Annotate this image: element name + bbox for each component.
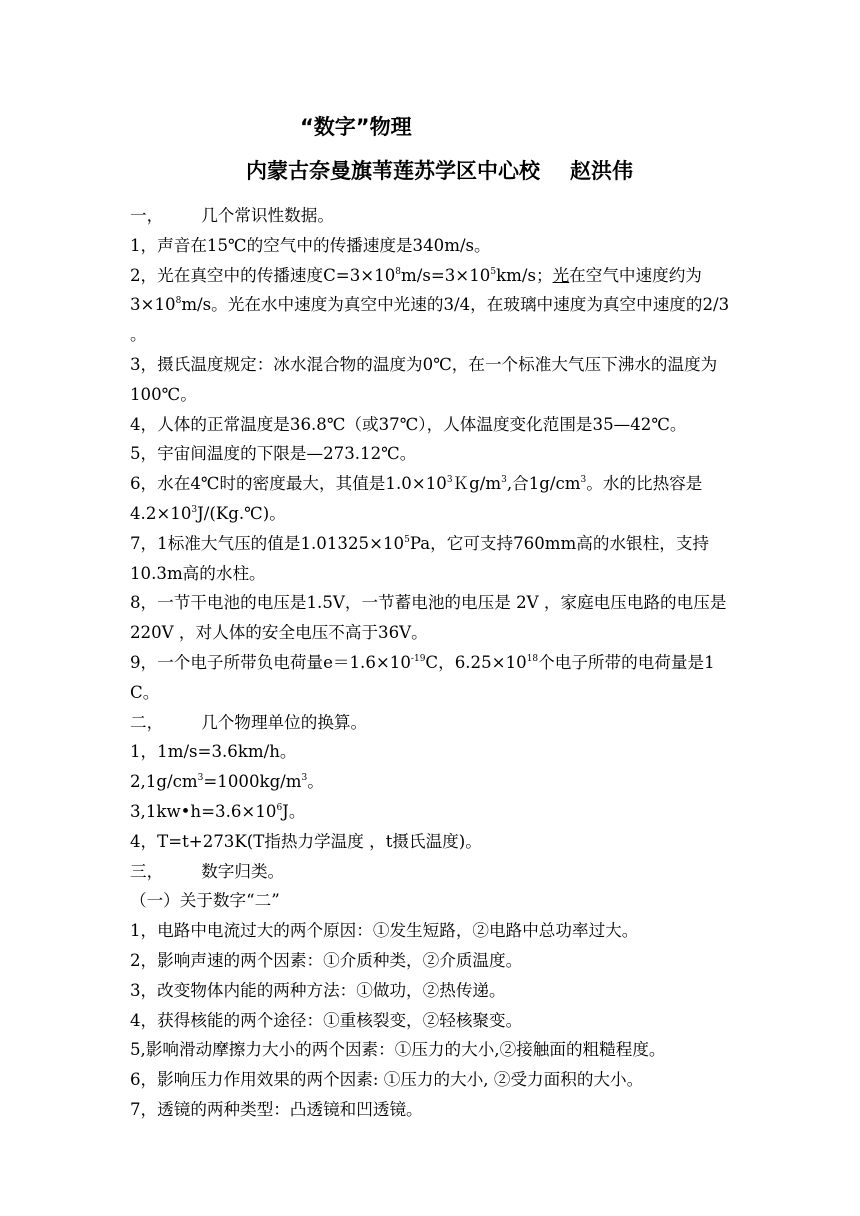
list-item: 5,影响滑动摩擦力大小的两个因素：①压力的大小,②接触面的粗糙程度。 (130, 1040, 666, 1060)
list-item: 8，一节干电池的电压是1.5V，一节蓄电池的电压是 2V ，家庭电压电路的电压是220V ，对人体的安全电压不高于36V。 (130, 593, 727, 643)
list-item: 1，1m/s=3.6km/h。 (130, 742, 297, 762)
list-item: $3,1kw•h=3.6\times 10^6J$。 (130, 801, 306, 821)
section-title: 几个常识性数据。 (201, 206, 334, 225)
section-heading-3 (130, 857, 734, 887)
section-number: 一， (130, 206, 164, 225)
list-item: 3，摄氏温度规定：冰水混合物的温度为0℃，在一个标准大气压下沸水的温度为100℃。 (130, 354, 718, 404)
list-item: 1，声音在15℃的空气中的传播速度是340m/s。 (130, 235, 491, 255)
list-item: 2，影响声速的两个因素：①介质种类，②介质温度。 (130, 950, 523, 970)
list-item: 7，透镜的两种类型：凸透镜和凹透镜。 (130, 1099, 423, 1119)
list-item: 5，宇宙间温度的下限是—273.12℃。 (130, 444, 417, 464)
list-item: 4，获得核能的两个途径：①重核裂变，②轻核聚变。 (130, 1010, 523, 1030)
list-item: 6，水在4℃时的密度最大，其值是$1.0\times 10^3Kg/m^3$,合$1g/cm^3$。水的比热容是$4.2\times 10^3J/(Kg.℃)$。 (130, 474, 703, 523)
subsection-heading: （一）关于数字“二” (130, 891, 280, 911)
list-item: 7，1标准大气压的值是$1.01325\times 10^5Pa$，它可支持760mm高的水银柱，支持10.3m高的水柱。 (130, 533, 710, 583)
section-title: 几个物理单位的换算。 (201, 712, 368, 732)
list-item: 2，光在真空中的传播速度$C=3\times 10^8m/s=3\times 10^5km/s$；光在空气中速度约为$3\times 10^8m/s$。光在水中速度为真空中光速的3/4，在玻璃中速度为真空中速度的2/3 。 (130, 265, 730, 345)
list-item: 6，影响压力作用效果的两个因素: ①压力的大小, ②受力面积的大小。 (130, 1070, 644, 1090)
section-number: 二， (130, 712, 164, 732)
list-item: 3，改变物体内能的两种方法：①做功，②热传递。 (130, 980, 506, 1000)
list-item: 4，T=t+273K(T指热力学温度 ，t摄氏温度)。 (130, 831, 482, 851)
list-item: 9，一个电子所带负电荷量$e=1.6\times 10^{-19}C$，$6.25\times 10^{18}$个电子所带的电荷量是1 C。 (130, 652, 715, 702)
list-item: 1，电路中电流过大的两个原因：①发生短路，②电路中总功率过大。 (130, 921, 639, 941)
school-name: 内蒙古奈曼旗苇莲苏学区中心校 (246, 159, 540, 183)
author-name: 赵洪伟 (570, 159, 633, 183)
section-title: 数字归类。 (201, 861, 285, 881)
document-body (130, 201, 734, 1125)
list-item: $2,1g/cm^3=1000kg/m^3$。 (130, 772, 324, 792)
page-title: “数字”物理 (300, 115, 412, 139)
section-heading-1 (130, 201, 734, 231)
underlined-text: 光 (552, 265, 570, 285)
list-item: 4，人体的正常温度是36.8℃（或37℃），人体温度变化范围是35—42℃。 (130, 414, 687, 434)
section-heading-2 (130, 708, 734, 738)
author-line (246, 155, 633, 187)
section-number: 三， (130, 861, 164, 881)
